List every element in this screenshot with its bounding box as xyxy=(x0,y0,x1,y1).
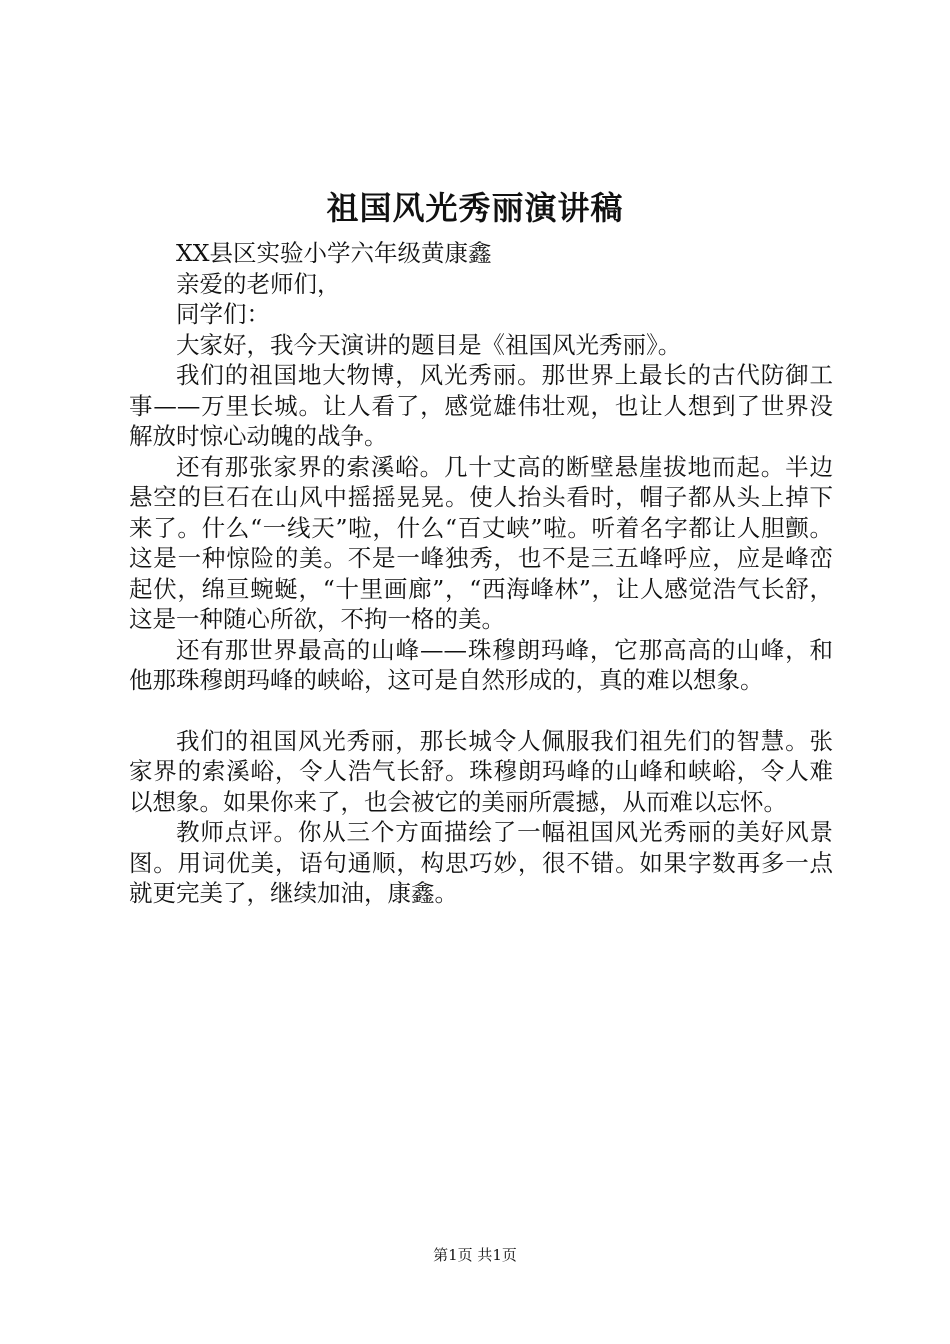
document-title: 祖国风光秀丽演讲稿 xyxy=(326,189,624,227)
opening-paragraph: 大家好，我今天演讲的题目是《祖国风光秀丽》。 xyxy=(176,330,682,359)
conclusion-paragraph: 我们的祖国风光秀丽，那长城令人佩服我们祖先们的智慧。张家界的索溪峪，令人浩气长舒。珠穆朗玛峰的山峰和峡峪，令人难以想象。如果你来了，也会被它的美丽所震撼，从而难以忘怀。 xyxy=(129,726,833,816)
page-footer: 第1页 共1页 xyxy=(433,1246,517,1264)
salutation-students: 同学们： xyxy=(176,300,270,328)
salutation-teachers: 亲爱的老师们， xyxy=(176,269,341,298)
great-wall-paragraph: 我们的祖国地大物博，风光秀丽。那世界上最长的古代防御工事——万里长城。让人看了，感觉雄伟壮观，也让人想到了世界没解放时惊心动魄的战争。 xyxy=(129,361,833,450)
zhangjiajie-paragraph: 还有那张家界的索溪峪。几十丈高的断壁悬崖拔地而起。半边悬空的巨石在山风中摇摇晃晃。使人抬头看时，帽子都从头上掉下来了。什么“一线天”啦，什么“百丈峡”啦。听着名字都让人胆颤。这是一种惊险的美。不是一峰独秀，也不是三五峰呼应，应是峰峦起伏，绵亘蜿蜒，“十里画廊”，“西海峰林”，让人感觉浩气长舒，这是一种随心所欲，不拘一格的美。 xyxy=(129,452,833,633)
author-line: XX县区实验小学六年级黄康鑫 xyxy=(176,239,492,267)
teacher-comment-paragraph: 教师点评。你从三个方面描绘了一幅祖国风光秀丽的美好风景图。用词优美，语句通顺，构思巧妙，很不错。如果字数再多一点就更完美了，继续加油，康鑫。 xyxy=(129,818,833,907)
document-body xyxy=(129,238,833,909)
everest-paragraph: 还有那世界最高的山峰——珠穆朗玛峰，它那高高的山峰，和他那珠穆朗玛峰的峡峪，这可是自然形成的，真的难以想象。 xyxy=(129,635,833,694)
